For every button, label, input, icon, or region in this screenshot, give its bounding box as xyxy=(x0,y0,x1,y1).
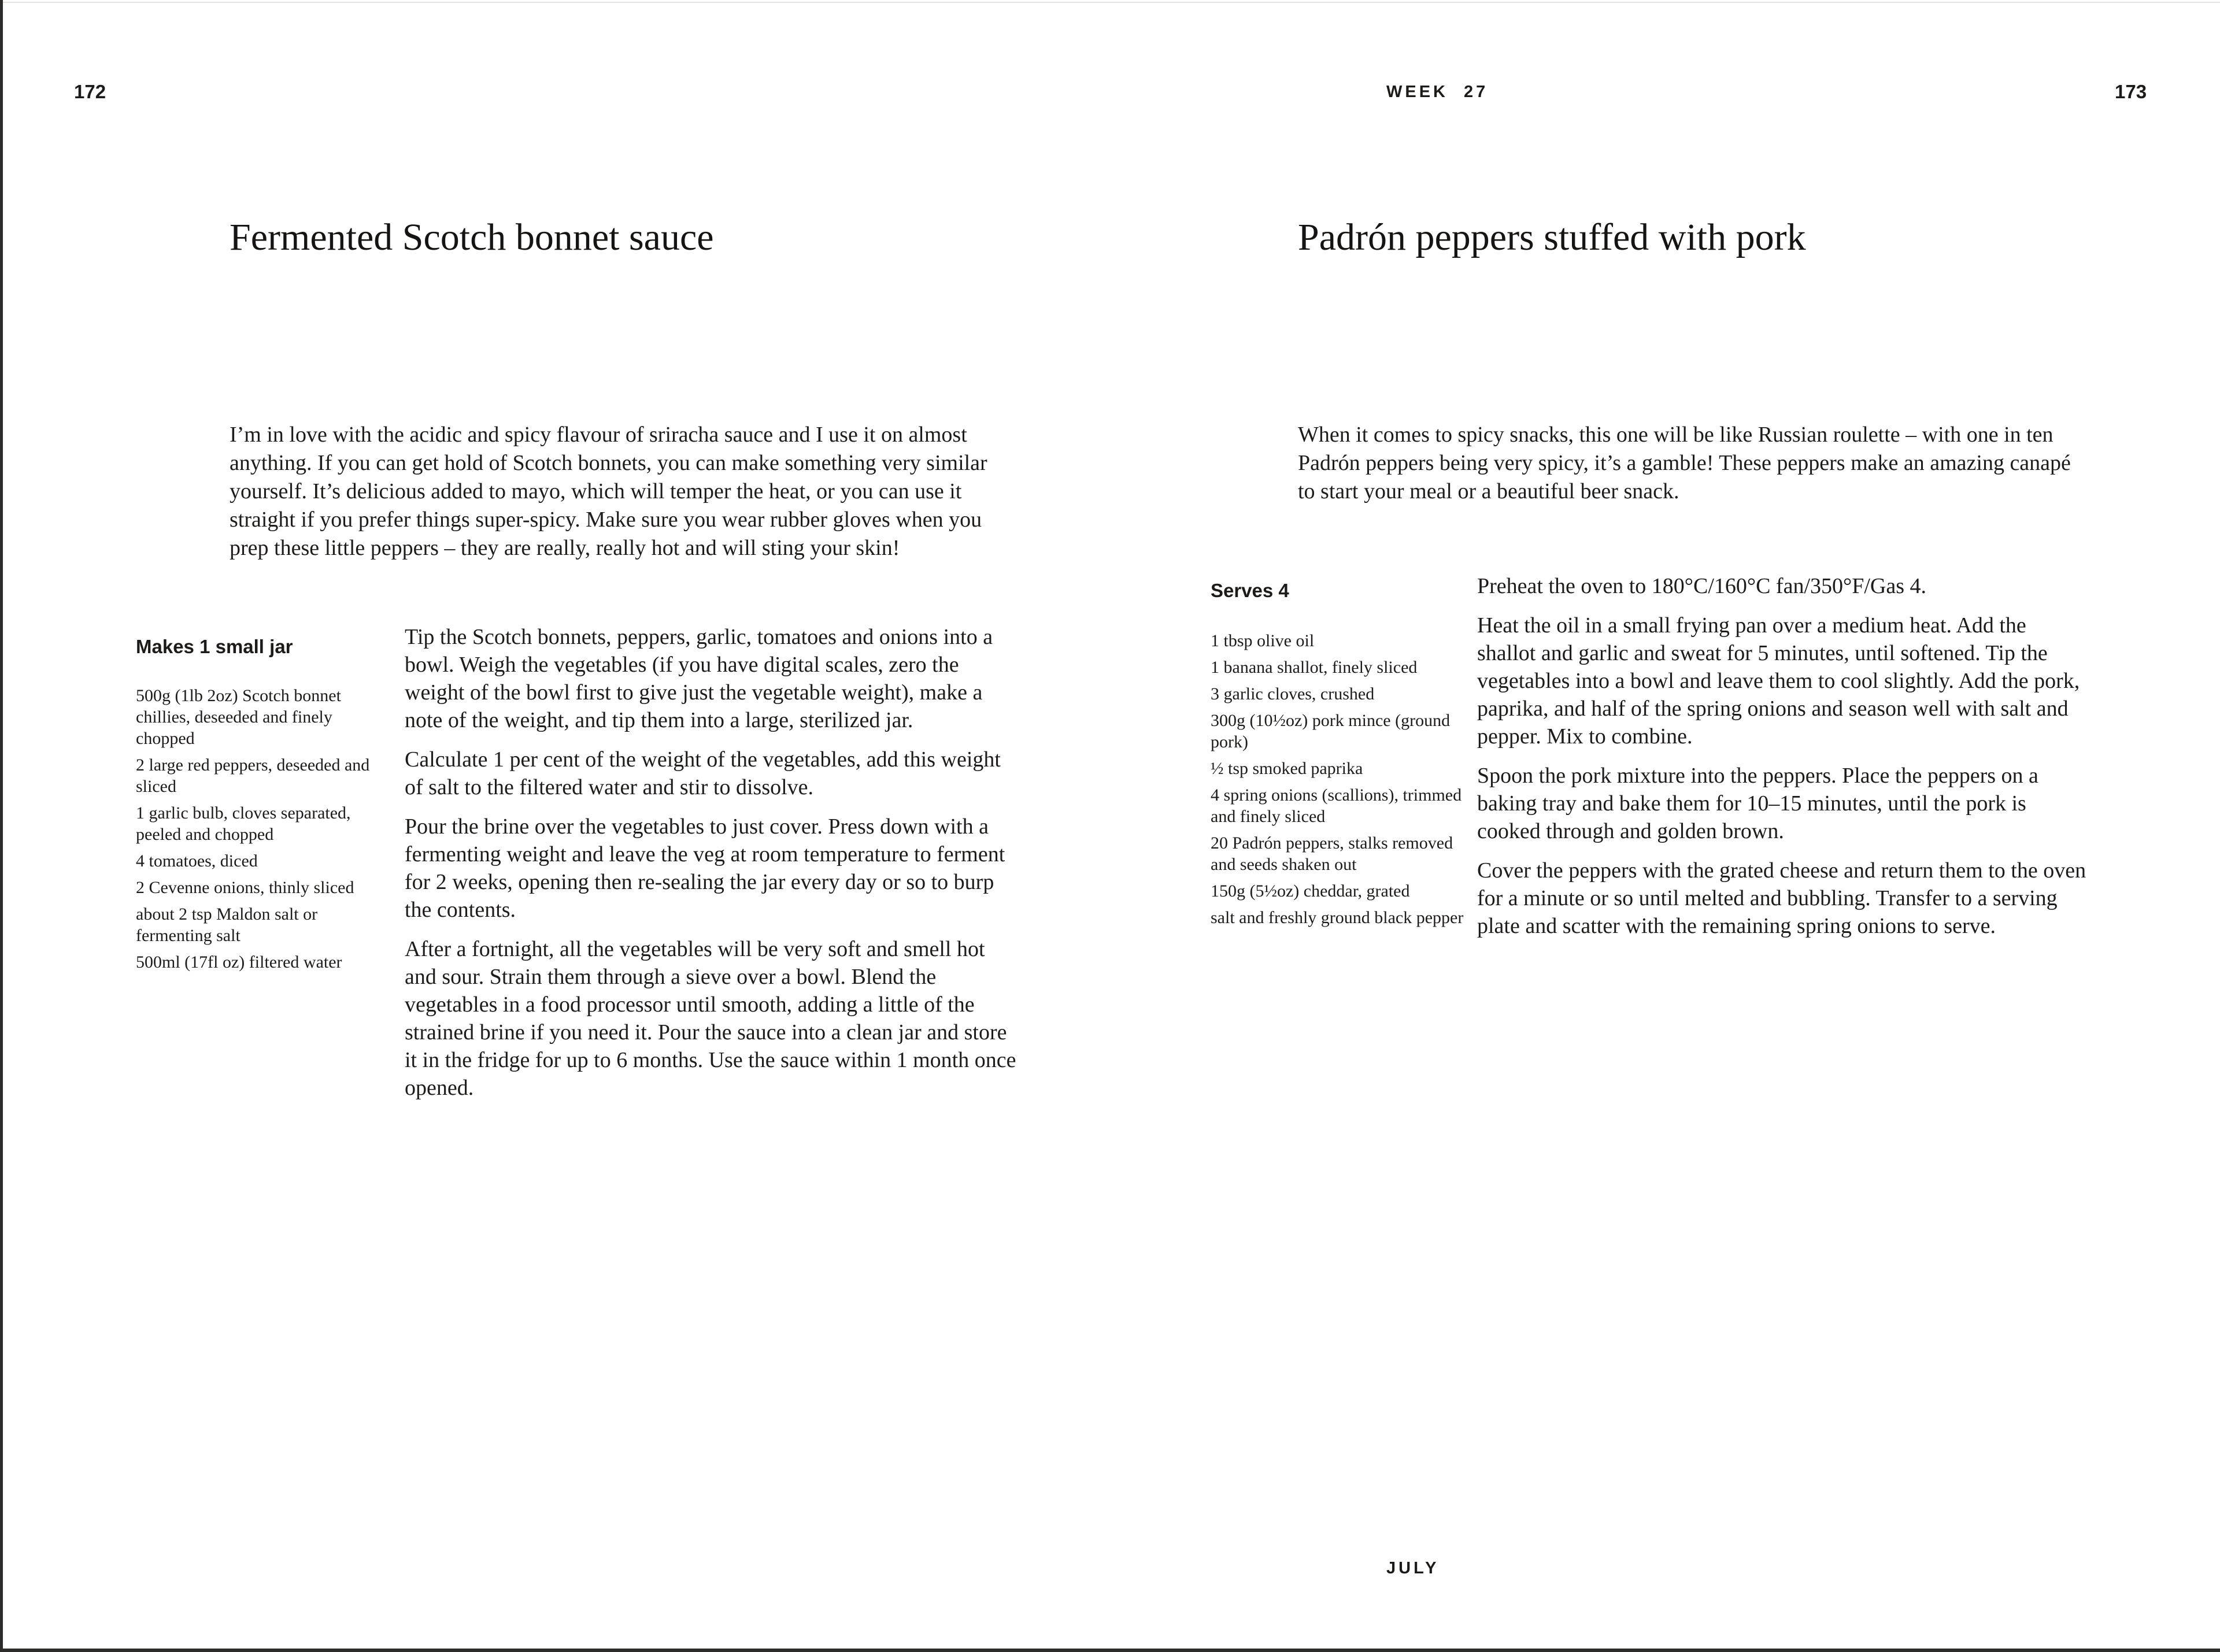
ingredient-item: about 2 tsp Maldon salt or fermenting salt xyxy=(136,905,318,945)
ingredient-item: 4 spring onions (scallions), trimmed and finely sliced xyxy=(1211,786,1462,826)
method-paragraph: Calculate 1 per cent of the weight of the vegetables, add this weight of salt to the filtered water and stir to dissolve. xyxy=(405,747,1001,799)
page-number-left: 172 xyxy=(74,81,106,102)
method-left xyxy=(405,623,1018,1113)
method-paragraph: Heat the oil in a small frying pan over a medium heat. Add the shallot and garlic and sweat for 5 minutes, until softened. Tip the vegetables into a bowl and leave them to cool slightly. Add the pork, paprika, and half of the spring onions and season well with salt and pepper. Mix to combine. xyxy=(1477,613,2080,749)
ingredient-item: 500g (1lb 2oz) Scotch bonnet chillies, deseeded and finely chopped xyxy=(136,686,341,748)
ingredient-item: 1 banana shallot, finely sliced xyxy=(1211,658,1418,677)
ingredient-item: 2 large red peppers, deseeded and sliced xyxy=(136,755,370,796)
recipe-intro-right: When it comes to spicy snacks, this one will be like Russian roulette – with one in ten Padrón peppers being very spicy, it’s a gamble! These peppers make an amazing canapé to start your meal or a beautiful beer snack. xyxy=(1298,423,2071,503)
ingredient-item: ½ tsp smoked paprika xyxy=(1211,759,1363,778)
method-paragraph: Cover the peppers with the grated cheese and return them to the oven for a minute or so until melted and bubbling. Transfer to a serving plate and scatter with the remaining spring onions to serve. xyxy=(1477,858,2086,938)
page-edge-top xyxy=(3,2,2220,3)
ingredient-item: 4 tomatoes, diced xyxy=(136,851,258,871)
method-paragraph: Spoon the pork mixture into the peppers. Place the peppers on a baking tray and bake them for 10–15 minutes, until the pork is cooked through and golden brown. xyxy=(1477,764,2038,843)
ingredient-item: 150g (5½oz) cheddar, grated xyxy=(1211,881,1410,901)
recipe-intro-left: I’m in love with the acidic and spicy flavour of sriracha sauce and I use it on almost anything. If you can get hold of Scotch bonnets, you can make something very similar yourself. It’s delicious added to mayo, which will temper the heat, or you can use it straight if you prefer things super-spicy. Make sure you wear rubber gloves when you prep these little peppers – they are really, really hot and will sting your skin! xyxy=(230,423,987,560)
method-paragraph: Pour the brine over the vegetables to just cover. Press down with a fermenting weight and leave the veg at room temperature to ferment for 2 weeks, opening then re-sealing the jar every day or so to burp the contents. xyxy=(405,814,1005,922)
ingredient-list-left xyxy=(136,685,379,978)
ingredient-list-right xyxy=(1211,630,1468,934)
recipe-title-right: Padrón peppers stuffed with pork xyxy=(1298,216,1806,258)
ingredient-item: salt and freshly ground black pepper xyxy=(1211,908,1464,927)
running-head: WEEK 27 xyxy=(1386,83,1489,101)
ingredient-item: 2 Cevenne onions, thinly sliced xyxy=(136,878,354,897)
method-paragraph: After a fortnight, all the vegetables will be very soft and smell hot and sour. Strain them through a sieve over a bowl. Blend the vegetables in a food processor until smooth, adding a little of the strained brine if you need it. Pour the sauce into a clean jar and store it in the fridge for up to 6 months. Use the sauce within 1 month once opened. xyxy=(405,937,1016,1100)
ingredient-item: 300g (10½oz) pork mince (ground pork) xyxy=(1211,711,1451,751)
ingredient-item: 1 tbsp olive oil xyxy=(1211,631,1315,650)
ingredient-item: 20 Padrón peppers, stalks removed and seeds shaken out xyxy=(1211,834,1453,874)
method-right xyxy=(1477,572,2090,951)
footer-month: JULY xyxy=(1386,1559,1440,1577)
ingredient-item: 500ml (17fl oz) filtered water xyxy=(136,953,342,972)
recipe-title-left: Fermented Scotch bonnet sauce xyxy=(230,216,714,258)
method-paragraph: Tip the Scotch bonnets, peppers, garlic, tomatoes and onions into a bowl. Weigh the vegetables (if you have digital scales, zero the weight of the bowl first to give just the vegetable weight), make a note of the weight, and tip them into a large, sterilized jar. xyxy=(405,625,993,732)
page-number-right: 173 xyxy=(2115,81,2147,102)
yield-label-right: Serves 4 xyxy=(1211,580,1289,601)
ingredient-item: 3 garlic cloves, crushed xyxy=(1211,684,1375,703)
page-edge-left xyxy=(0,0,3,1652)
method-paragraph: Preheat the oven to 180°C/160°C fan/350°F/Gas 4. xyxy=(1477,574,1926,598)
yield-label-left: Makes 1 small jar xyxy=(136,636,293,657)
page-edge-bottom xyxy=(0,1649,2220,1652)
ingredient-item: 1 garlic bulb, cloves separated, peeled and chopped xyxy=(136,803,351,844)
